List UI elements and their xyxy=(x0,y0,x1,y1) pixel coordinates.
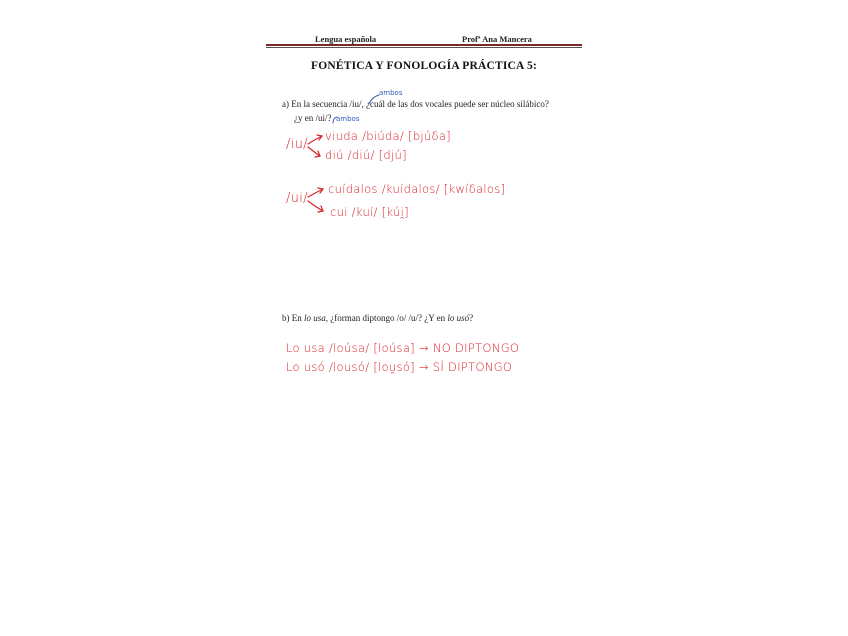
answer-ui-line1: cuídalos /kuídalos/ [kwíδalos] xyxy=(328,182,506,196)
question-b-phrase2: lo usó xyxy=(447,313,470,323)
question-b-prefix: b) En xyxy=(282,313,304,323)
note-ambos-1: ambos xyxy=(379,89,403,97)
answer-iu-line1: viuda /biúda/ [bjúδa] xyxy=(325,129,451,143)
header-subject: Lengua española xyxy=(315,34,377,44)
question-a-line1: a) En la secuencia /iu/, ¿cuál de las dos vocales puede ser núcleo silábico? xyxy=(282,99,549,109)
answer-ui-line2: cui /kuí/ [kúi̯] xyxy=(330,205,409,219)
question-a-line2: ¿y en /ui/? xyxy=(294,113,332,123)
question-b-phrase1: lo usa xyxy=(304,313,326,323)
page-title: FONÉTICA Y FONOLOGÍA PRÁCTICA 5: xyxy=(311,60,537,72)
answer-ui-label: /ui/ xyxy=(286,191,308,206)
blue-note-hook-2 xyxy=(333,117,337,123)
question-b-middle: , ¿forman diptongo /o/ /u/? ¿Y en xyxy=(325,313,448,323)
answer-iu-line2: diú /diú/ [djú] xyxy=(325,148,407,162)
answer-b-line2: Lo usó /lousó/ [lou̯só] → SÍ DIPTONGO xyxy=(286,360,513,374)
arrow-iu-up xyxy=(308,136,322,144)
note-ambos-2: ambos xyxy=(336,115,360,123)
header-teacher: Profª Ana Mancera xyxy=(462,34,532,44)
blue-note-hook-1 xyxy=(369,95,379,104)
answer-iu-label: /iu/ xyxy=(286,137,308,152)
answer-b-line1: Lo usa /loúsa/ [loúsa] → NO DIPTONGO xyxy=(286,341,520,355)
question-b-suffix: ? xyxy=(469,313,474,323)
